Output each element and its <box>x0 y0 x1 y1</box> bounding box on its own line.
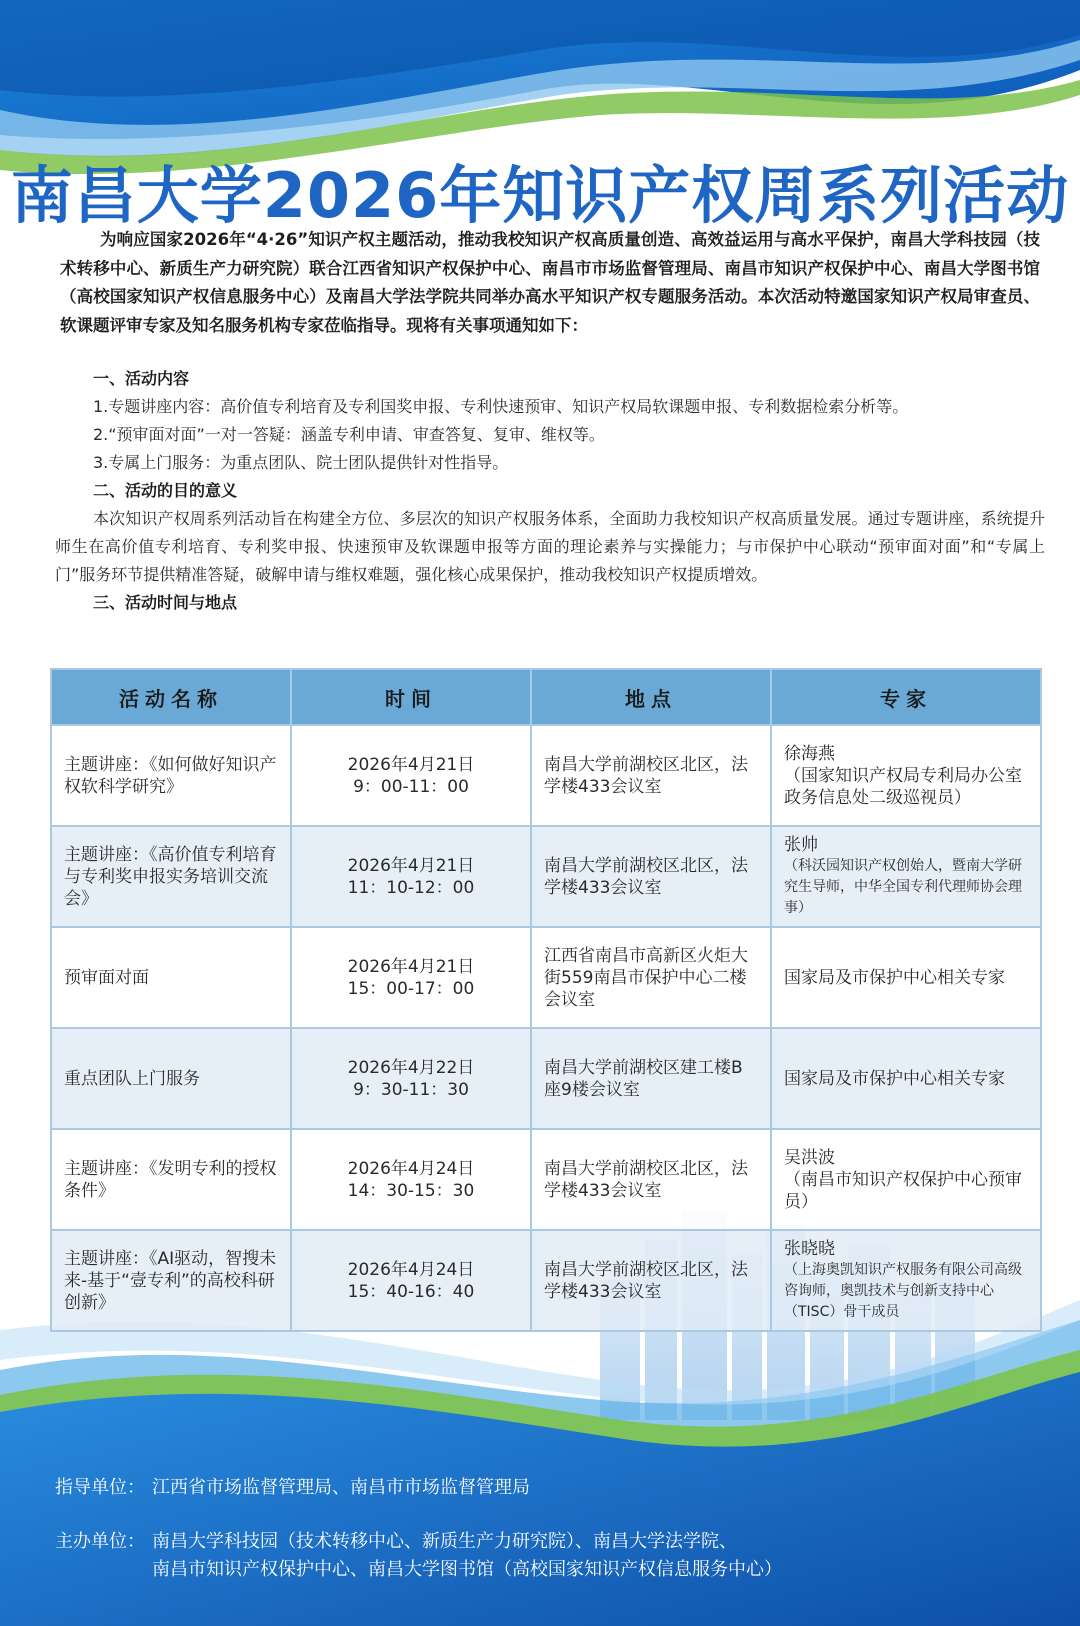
host-unit-text <box>152 1528 1055 1584</box>
time-cell <box>291 725 531 826</box>
place-cell: 江西省南昌市高新区火炬大街559南昌市保护中心二楼会议室 <box>531 927 771 1028</box>
expert-name: 徐海燕 <box>784 743 835 764</box>
expert-cell <box>771 725 1041 826</box>
table-row <box>51 1129 1041 1230</box>
expert-name: 国家局及市保护中心相关专家 <box>784 1068 1005 1089</box>
table-row <box>51 927 1041 1028</box>
expert-desc: （国家知识产权局专利局办公室政务信息处二级巡视员） <box>784 765 1022 808</box>
table-row <box>51 725 1041 826</box>
expert-name: 国家局及市保护中心相关专家 <box>784 967 1005 988</box>
event-date: 2026年4月21日 <box>347 754 475 775</box>
table-row <box>51 826 1041 927</box>
section-heading: 二、活动的目的意义 <box>93 481 238 500</box>
expert-desc: （科沃园知识产权创始人，暨南大学研究生导师，中华全国专利代理师协会理事） <box>784 858 1022 916</box>
expert-cell <box>771 1129 1041 1230</box>
footer-organizers <box>55 1474 1055 1584</box>
place-cell: 南昌大学前湖校区北区，法学楼433会议室 <box>531 725 771 826</box>
event-name-cell: 重点团队上门服务 <box>51 1028 291 1129</box>
expert-name: 张帅 <box>784 835 818 855</box>
time-cell <box>291 1230 531 1331</box>
schedule-table <box>50 668 1042 1332</box>
time-cell <box>291 927 531 1028</box>
expert-cell <box>771 1028 1041 1129</box>
host-unit-line: 南昌市知识产权保护中心、南昌大学图书馆（高校国家知识产权信息服务中心） <box>152 1559 782 1580</box>
event-name-cell: 预审面对面 <box>51 927 291 1028</box>
event-name-cell: 主题讲座：《发明专利的授权条件》 <box>51 1129 291 1230</box>
section-heading: 三、活动时间与地点 <box>93 593 238 612</box>
event-time: 14：30-15：30 <box>347 1180 475 1201</box>
expert-name: 吴洪波 <box>784 1147 835 1168</box>
event-date: 2026年4月21日 <box>347 855 475 876</box>
schedule-table-container <box>50 668 1040 1332</box>
guide-unit-row <box>55 1474 1055 1502</box>
event-name-cell: 主题讲座：《如何做好知识产权软科学研究》 <box>51 725 291 826</box>
event-name-cell: 主题讲座：《AI驱动，智搜未来-基于“壹专利”的高校科研创新》 <box>51 1230 291 1331</box>
place-cell: 南昌大学前湖校区北区，法学楼433会议室 <box>531 1230 771 1331</box>
host-unit-line: 南昌大学科技园（技术转移中心、新质生产力研究院）、南昌大学法学院、 <box>152 1531 737 1552</box>
section-heading: 一、活动内容 <box>93 369 190 388</box>
event-date: 2026年4月24日 <box>347 1259 475 1280</box>
time-cell <box>291 1129 531 1230</box>
host-unit-row <box>55 1528 1055 1584</box>
time-cell <box>291 826 531 927</box>
event-time: 15：00-17：00 <box>347 978 475 999</box>
event-time: 9：00-11：00 <box>353 776 469 797</box>
expert-desc: （南昌市知识产权保护中心预审员） <box>784 1169 1022 1212</box>
event-name-cell: 主题讲座：《高价值专利培育与专利奖申报实务培训交流会》 <box>51 826 291 927</box>
table-header-row <box>51 669 1041 725</box>
guide-unit-text: 江西省市场监督管理局、南昌市市场监督管理局 <box>152 1477 530 1498</box>
list-item: 1.专题讲座内容：高价值专利培育及专利国奖申报、专利快速预审、知识产权局软课题申报、专利数据检索分析等。 <box>93 397 909 416</box>
time-cell <box>291 1028 531 1129</box>
host-unit-label: 主办单位： <box>55 1531 145 1552</box>
expert-cell <box>771 927 1041 1028</box>
purpose-paragraph: 本次知识产权周系列活动旨在构建全方位、多层次的知识产权服务体系，全面助力我校知识产权高质量发展。通过专题讲座，系统提升师生在高价值专利培育、专利奖申报、快速预审及软课题申报等方面的理论素养与实操能力；与市保护中心联动“预审面对面”和“专属上门”服务环节提供精准答疑，破解申请与维权难题，强化核心成果保护，推动我校知识产权提质增效。 <box>55 509 1045 584</box>
column-header: 专家 <box>771 669 1041 725</box>
event-time: 9：30-11：30 <box>353 1079 469 1100</box>
list-item: 2.“预审面对面”一对一答疑：涵盖专利申请、审查答复、复审、维权等。 <box>93 425 605 444</box>
event-date: 2026年4月22日 <box>347 1057 475 1078</box>
place-cell: 南昌大学前湖校区建工楼B座9楼会议室 <box>531 1028 771 1129</box>
event-time: 11：10-12：00 <box>347 877 475 898</box>
list-item: 3.专属上门服务：为重点团队、院士团队提供针对性指导。 <box>93 453 509 472</box>
guide-unit-label: 指导单位： <box>55 1477 145 1498</box>
event-time: 15：40-16：40 <box>347 1281 475 1302</box>
table-row <box>51 1230 1041 1331</box>
expert-cell <box>771 1230 1041 1331</box>
column-header: 地点 <box>531 669 771 725</box>
place-cell: 南昌大学前湖校区北区，法学楼433会议室 <box>531 826 771 927</box>
expert-name: 张晓晓 <box>784 1239 835 1259</box>
event-date: 2026年4月24日 <box>347 1158 475 1179</box>
column-header: 时间 <box>291 669 531 725</box>
expert-desc: （上海奥凯知识产权服务有限公司高级咨询师，奥凯技术与创新支持中心（TISC）骨干成员 <box>784 1262 1022 1320</box>
expert-cell <box>771 826 1041 927</box>
table-row <box>51 1028 1041 1129</box>
intro-paragraph: 为响应国家2026年“4·26”知识产权主题活动，推动我校知识产权高质量创造、高效益运用与高水平保护，南昌大学科技园（技术转移中心、新质生产力研究院）联合江西省知识产权保护中心、南昌市市场监督管理局、南昌市知识产权保护中心、南昌大学图书馆（高校国家知识产权信息服务中心）及南昌大学法学院共同举办高水平知识产权专题服务活动。本次活动特邀国家知识产权局审查员、软课题评审专家及知名服务机构专家莅临指导。现将有关事项通知如下： <box>60 230 1040 335</box>
content-sections <box>55 365 1045 617</box>
page-title: 南昌大学2026年知识产权周系列活动 <box>10 159 1070 232</box>
column-header: 活动名称 <box>51 669 291 725</box>
event-date: 2026年4月21日 <box>347 956 475 977</box>
place-cell: 南昌大学前湖校区北区，法学楼433会议室 <box>531 1129 771 1230</box>
